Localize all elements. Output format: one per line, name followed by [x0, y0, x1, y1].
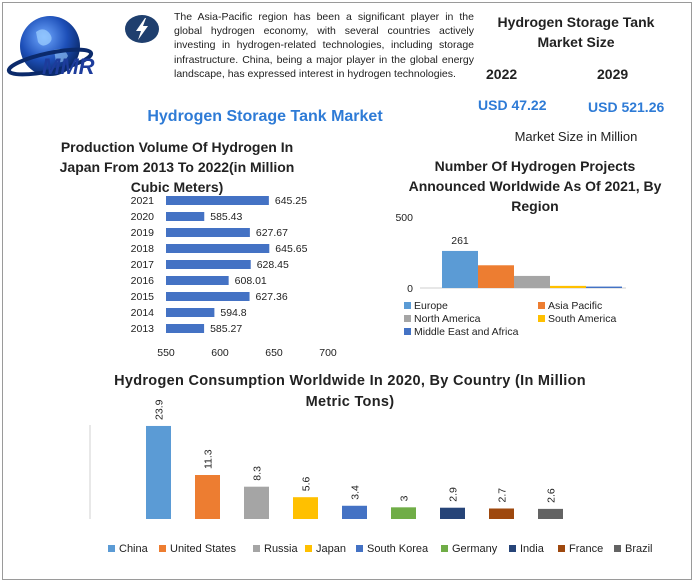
- chart1-data-label: 585.43: [210, 211, 243, 223]
- mmr-logo: [8, 10, 138, 82]
- chart3-legend-label: South Korea: [367, 543, 429, 555]
- chart2-legend-swatch: [538, 302, 545, 309]
- chart2-bar: [586, 287, 622, 288]
- market-value-start: USD 47.22: [478, 97, 547, 113]
- chart3-bar: [440, 508, 465, 519]
- chart1-data-label: 594.8: [220, 307, 247, 319]
- chart1-bar: [166, 228, 250, 237]
- chart3-bar: [293, 497, 318, 519]
- chart2-legend-swatch: [538, 315, 545, 322]
- chart3-legend-label: Russia: [264, 543, 298, 555]
- chart3-bar: [146, 426, 171, 519]
- chart1-data-label: 627.67: [255, 227, 289, 239]
- chart3-data-label: 3.4: [349, 485, 362, 500]
- chart1-data-label: 645.65: [275, 243, 308, 255]
- main-title: Hydrogen Storage Tank Market: [147, 108, 383, 125]
- chart3-data-label: 11.3: [202, 449, 215, 470]
- chart1-bar: [166, 308, 214, 317]
- chart1-x-tick: 650: [265, 347, 283, 359]
- chart3-data-label: 2.9: [447, 487, 460, 502]
- chart1-bar: [166, 292, 250, 301]
- chart3-legend-swatch: [159, 545, 166, 552]
- chart1-bar: [166, 260, 251, 269]
- intro-paragraph: The Asia-Pacific region has been a significant player in the global hydrogen economy, with several countries actively investing in hydrogen-related technologies, including storage infrastructure. China, being a major player in the global energy landscape, has expressed interest in hydrogen technologies.: [174, 11, 474, 80]
- chart1-x-tick: 700: [319, 347, 337, 359]
- market-value-end: USD 521.26: [588, 99, 665, 115]
- chart3-data-label: 2.6: [545, 488, 558, 503]
- chart2-y-tick: 500: [395, 212, 413, 224]
- chart3-legend-swatch: [441, 545, 448, 552]
- chart3-legend-label: Germany: [452, 543, 498, 555]
- chart3-data-label: 8.3: [251, 466, 264, 481]
- chart3-legend-swatch: [108, 545, 115, 552]
- chart3-legend-swatch: [356, 545, 363, 552]
- chart1-data-label: 608.01: [234, 275, 267, 287]
- chart3-bar: [489, 508, 514, 519]
- chart2-data-label: 261: [451, 234, 469, 247]
- chart3-data-label: 23.9: [153, 399, 166, 420]
- chart2-title: Number Of Hydrogen Projects Announced Worldwide As Of 2021, By Region: [408, 158, 662, 214]
- chart3-bar: [538, 509, 563, 519]
- chart2-bar: [550, 286, 586, 288]
- chart1-data-label: 627.36: [255, 291, 288, 303]
- chart3-consumption-by-country: [0, 399, 694, 560]
- chart1-category-label: 2021: [130, 195, 154, 207]
- chart1-category-label: 2016: [130, 275, 154, 287]
- chart1-x-tick: 600: [211, 347, 229, 359]
- chart2-legend-label: Middle East and Africa: [414, 326, 519, 338]
- chart1-category-label: 2018: [130, 243, 154, 255]
- chart3-legend-swatch: [558, 545, 565, 552]
- chart3-data-label: 3: [398, 495, 411, 502]
- chart3-legend-label: China: [119, 543, 148, 555]
- chart3-bar: [391, 507, 416, 519]
- chart3-legend-label: United States: [170, 543, 237, 555]
- chart1-bar: [166, 196, 269, 205]
- chart1-x-tick: 550: [157, 347, 175, 359]
- chart3-legend-swatch: [253, 545, 260, 552]
- chart3-legend-swatch: [305, 545, 312, 552]
- chart1-category-label: 2020: [130, 211, 154, 223]
- chart3-data-label: 5.6: [300, 476, 313, 492]
- chart2-legend-swatch: [404, 328, 411, 335]
- chart3-bar: [195, 475, 220, 519]
- chart3-legend-label: France: [569, 543, 604, 555]
- chart1-title: Production Volume Of Hydrogen In Japan From 2013 To 2022(in Million Cubic Meters): [59, 139, 295, 195]
- chart1-category-label: 2017: [130, 259, 154, 271]
- chart1-data-label: 645.25: [274, 195, 307, 207]
- chart3-bar: [342, 506, 367, 519]
- chart2-projects-by-region: [380, 205, 680, 355]
- chart2-legend-swatch: [404, 315, 411, 322]
- year-end: 2029: [597, 66, 629, 82]
- chart2-bar: [442, 251, 478, 288]
- chart3-legend-swatch: [614, 545, 621, 552]
- chart2-legend-label: Europe: [414, 300, 448, 312]
- chart2-legend-label: Asia Pacific: [548, 300, 603, 312]
- chart1-bar: [166, 276, 229, 285]
- chart2-legend-label: North America: [414, 313, 481, 325]
- chart1-production-volume: [0, 190, 360, 365]
- chart3-legend-label: Japan: [316, 543, 346, 555]
- market-unit: Market Size in Million: [514, 129, 638, 144]
- chart3-data-label: 2.7: [496, 487, 509, 503]
- logo-text: MMR: [42, 54, 95, 79]
- chart1-category-label: 2015: [130, 291, 154, 303]
- chart1-category-label: 2014: [130, 307, 154, 319]
- chart2-legend-swatch: [404, 302, 411, 309]
- chart3-legend-label: India: [520, 543, 544, 555]
- chart1-data-label: 628.45: [256, 259, 289, 271]
- chart1-bar: [166, 244, 269, 253]
- lightning-bolt-icon: [124, 14, 160, 44]
- chart2-y-tick: 0: [407, 283, 413, 295]
- chart3-title: Hydrogen Consumption Worldwide In 2020, By Country (In Million Metric Tons): [114, 373, 586, 410]
- chart3-bar: [244, 487, 269, 519]
- chart1-data-label: 585.27: [210, 323, 243, 335]
- chart1-category-label: 2019: [130, 227, 154, 239]
- chart1-bar: [166, 212, 204, 221]
- chart1-category-label: 2013: [130, 323, 154, 335]
- chart3-legend-swatch: [509, 545, 516, 552]
- chart1-bar: [166, 324, 204, 333]
- chart2-bar: [514, 276, 550, 288]
- market-size-title: Hydrogen Storage Tank Market Size: [497, 14, 655, 50]
- chart2-bar: [478, 265, 514, 288]
- chart3-legend-label: Brazil: [625, 543, 653, 555]
- year-start: 2022: [486, 66, 518, 82]
- chart2-legend-label: South America: [548, 313, 617, 325]
